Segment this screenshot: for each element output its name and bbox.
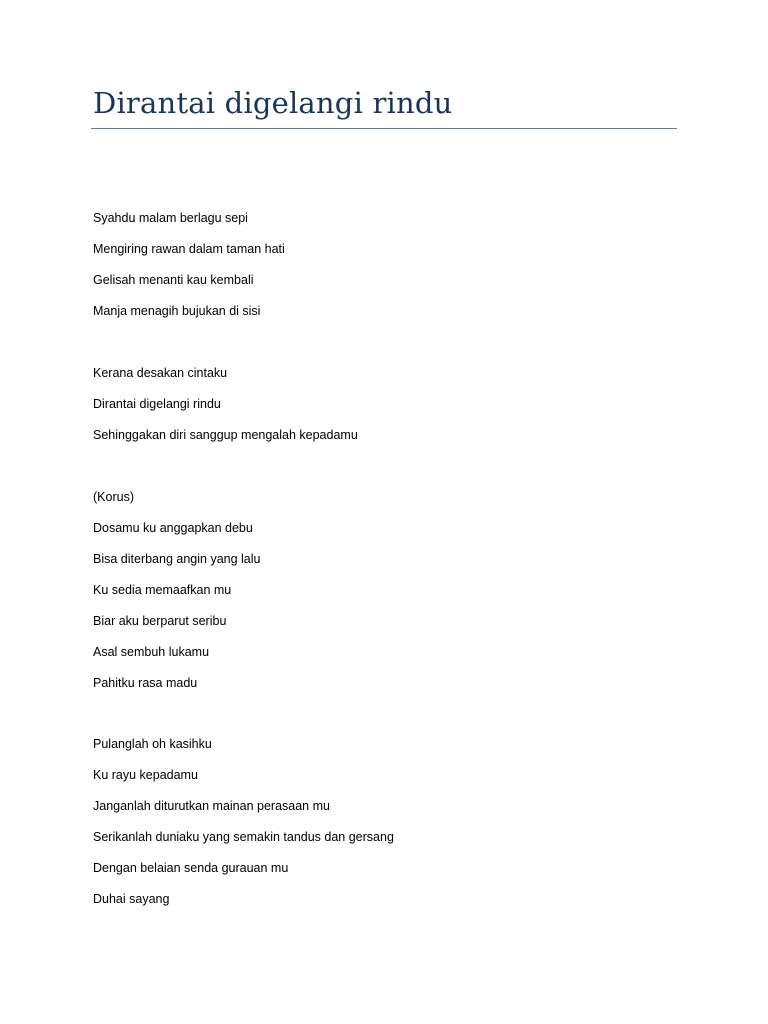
title-underline <box>91 128 677 129</box>
lyric-line: Asal sembuh lukamu <box>93 645 210 659</box>
lyric-line: Ku rayu kepadamu <box>93 768 198 782</box>
lyric-line: Dirantai digelangi rindu <box>93 397 221 411</box>
lyric-line: Manja menagih bujukan di sisi <box>93 304 261 318</box>
document-title: Dirantai digelangi rindu <box>93 86 453 120</box>
lyric-line: Serikanlah duniaku yang semakin tandus dan gersang <box>93 830 394 844</box>
lyric-line: Pulanglah oh kasihku <box>93 737 212 751</box>
lyric-line: Sehinggakan diri sanggup mengalah kepadamu <box>93 428 358 442</box>
lyric-line: Ku sedia memaafkan mu <box>93 583 232 597</box>
lyric-line: Kerana desakan cintaku <box>93 366 228 380</box>
lyric-line: Biar aku berparut seribu <box>93 614 227 628</box>
lyric-line: Duhai sayang <box>93 892 170 906</box>
lyric-line: Dengan belaian senda gurauan mu <box>93 861 289 875</box>
lyric-line: Syahdu malam berlagu sepi <box>93 211 248 225</box>
lyric-line: Pahitku rasa madu <box>93 676 198 690</box>
lyric-line: Bisa diterbang angin yang lalu <box>93 552 261 566</box>
lyric-line: Mengiring rawan dalam taman hati <box>93 242 285 256</box>
lyric-line: Janganlah diturutkan mainan perasaan mu <box>93 799 330 813</box>
chorus-label: (Korus) <box>93 490 134 504</box>
lyric-line: Dosamu ku anggapkan debu <box>93 521 253 535</box>
lyric-line: Gelisah menanti kau kembali <box>93 273 254 287</box>
